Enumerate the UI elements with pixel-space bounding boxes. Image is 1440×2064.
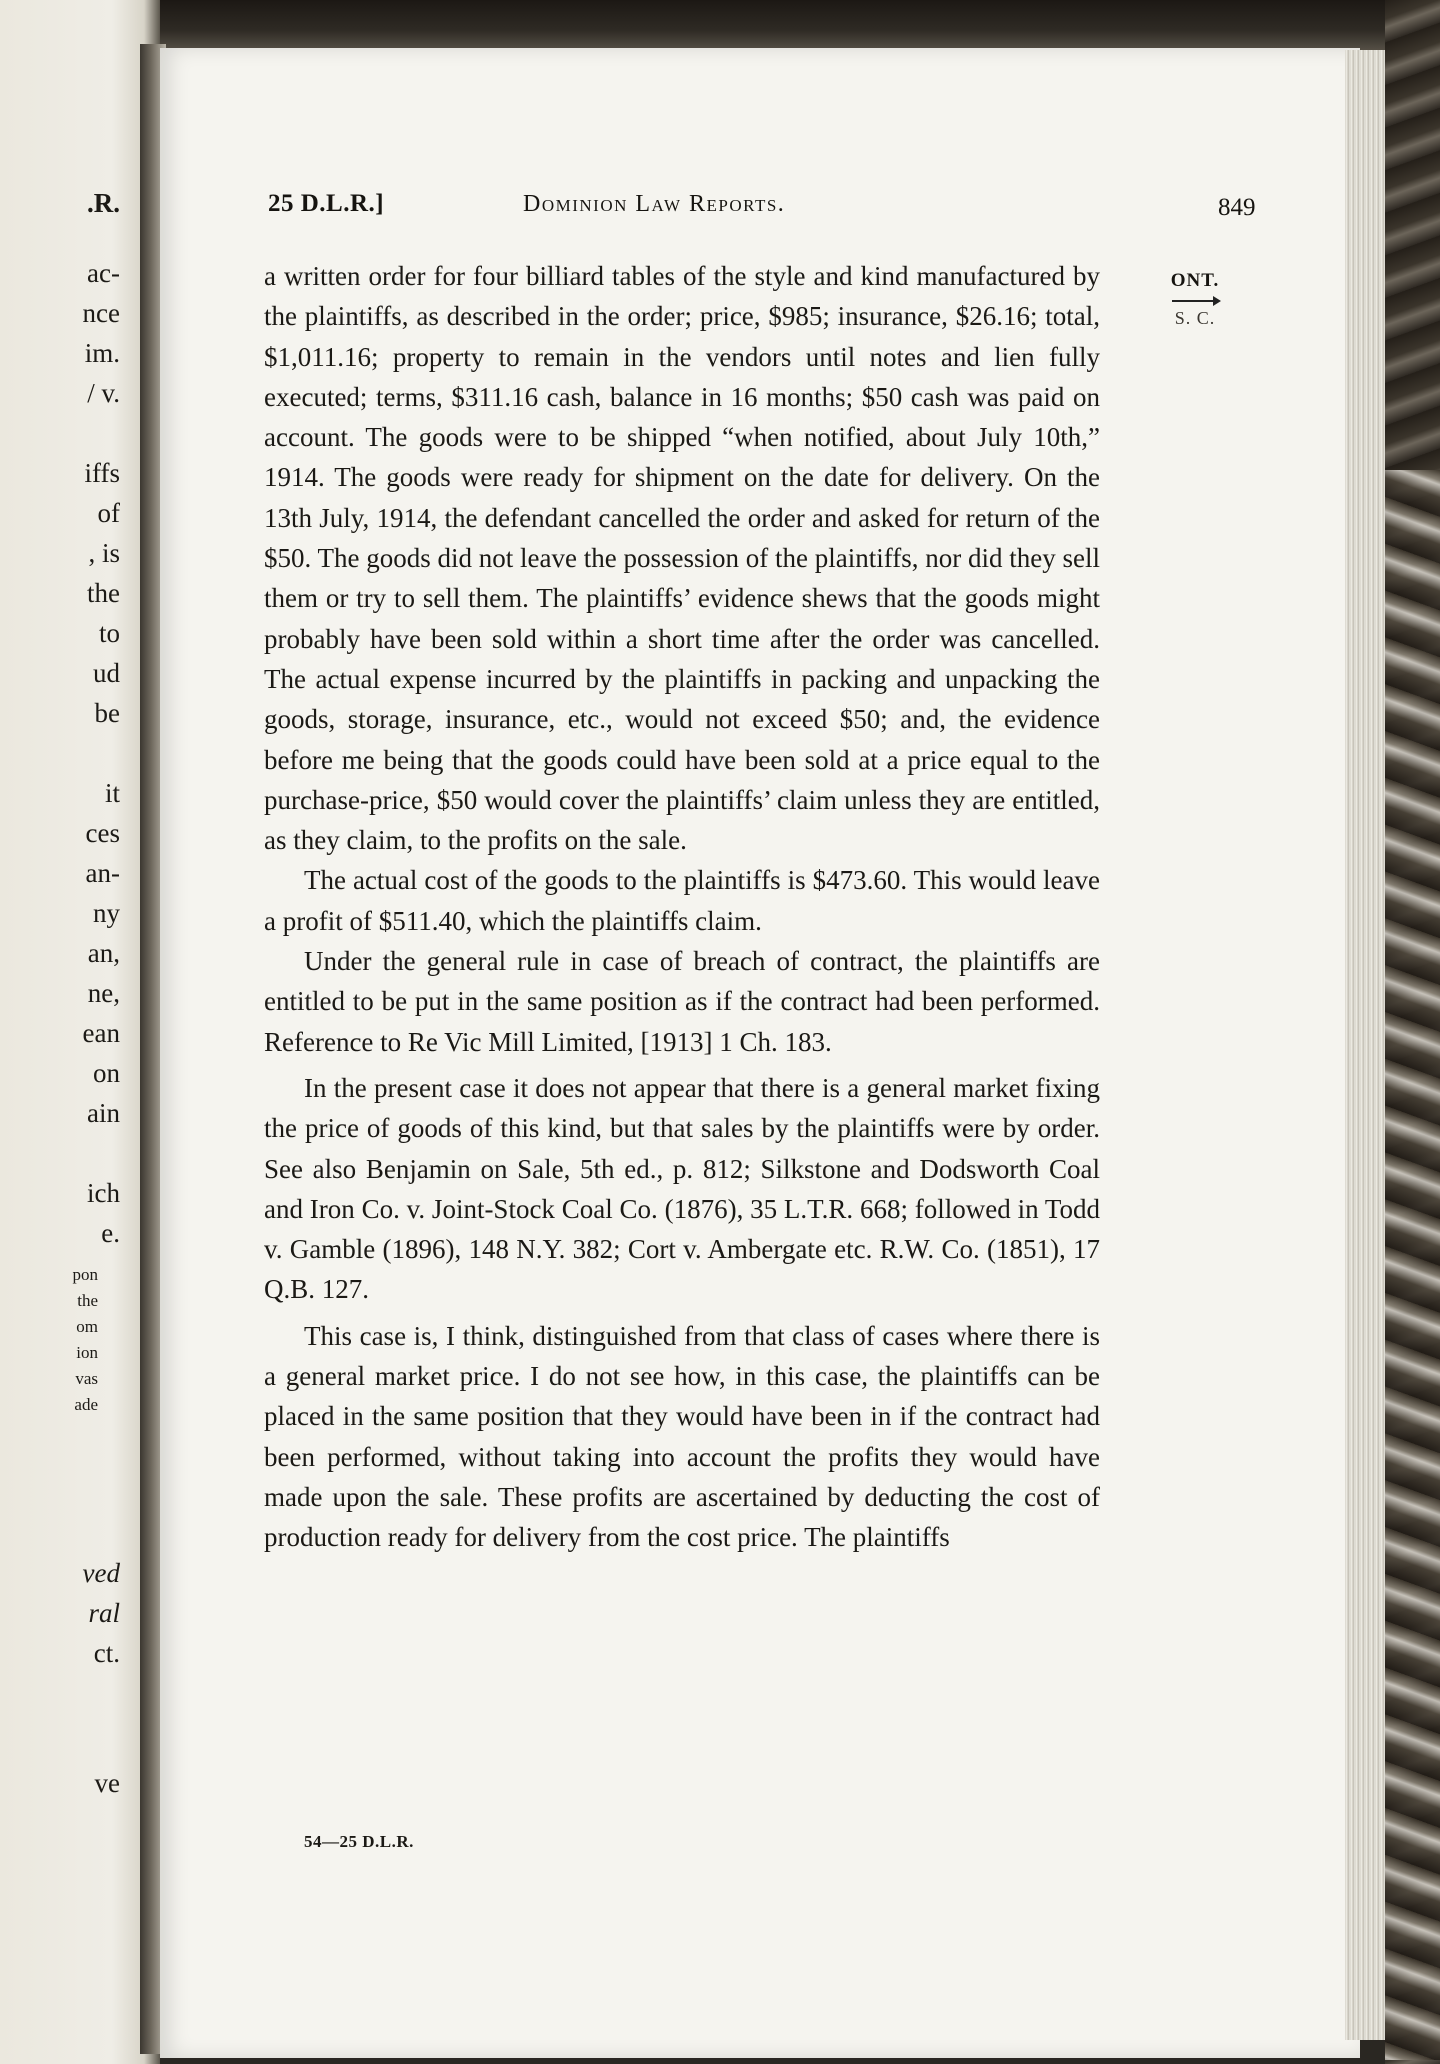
arrow-rule-icon: [1172, 300, 1218, 302]
prev-fragment: ud: [93, 658, 120, 688]
prev-fragment: ne,: [87, 978, 120, 1008]
prev-fragment: , is: [88, 538, 120, 568]
paragraph: In the present case it does not appear that there is a general market fixing the price of goods of this kind, but that sales by the plaintiffs were by order. See also Benjamin on Sale, 5th ed., p. 812; Silkstone and Dodsworth Coal and Iron Co. v. Joint-Stock Coal Co. (1876), 35 L.T.R. 668; followed in Todd v. Gamble (1896), 148 N.Y. 382; Cort v. Ambergate etc. R.W. Co. (1851), 17 Q.B. 127.: [264, 1072, 1100, 1305]
paragraph: Under the general rule in case of breach of contract, the plaintiffs are entitled to be put in the same position as if the contract had been performed. Reference to Re Vic Mill Limited, [1913] 1 Ch. 183.: [264, 946, 1100, 1057]
prev-fragment: ral: [88, 1598, 120, 1628]
prev-fragment: pon: [72, 1265, 98, 1284]
previous-page-text: [0, 0, 140, 2064]
prev-fragment: vas: [75, 1369, 98, 1388]
prev-fragment: ct.: [93, 1638, 120, 1668]
page-body: [264, 256, 1100, 1558]
prev-fragment: of: [97, 498, 120, 528]
prev-fragment: ces: [85, 818, 120, 848]
prev-fragment: ean: [82, 1018, 120, 1048]
prev-fragment: the: [87, 578, 120, 608]
prev-fragment: ich: [87, 1178, 120, 1208]
prev-fragment: an-: [85, 858, 120, 888]
prev-fragment: be: [94, 698, 120, 728]
side-margin-note: [1160, 270, 1230, 329]
prev-fragment: ac-: [87, 258, 120, 288]
prev-fragment: / v.: [87, 378, 120, 408]
running-title: Dominion Law Reports.: [523, 191, 786, 217]
prev-fragment: an,: [87, 938, 120, 968]
paragraph: The actual cost of the goods to the plaintiffs is $473.60. This would leave a profit of $511.40, which the plaintiffs claim.: [264, 865, 1100, 936]
prev-fragment: ny: [93, 898, 120, 928]
signature-mark: 54—25 D.L.R.: [304, 1832, 414, 1851]
prev-fragment: nce: [82, 298, 120, 328]
prev-fragment: ve: [94, 1768, 120, 1798]
running-header: [268, 190, 1268, 230]
marbled-cover: [1385, 470, 1440, 2060]
court-label: S. C.: [1174, 308, 1216, 328]
prev-fragment: to: [98, 618, 120, 648]
page-edges: [1345, 50, 1387, 2040]
prev-fragment: ved: [82, 1558, 120, 1588]
prev-fragment: the: [77, 1291, 98, 1310]
prev-fragment: .R.: [87, 188, 120, 218]
prev-fragment: ain: [87, 1098, 120, 1128]
prev-fragment: om: [76, 1317, 98, 1336]
prev-fragment: e.: [101, 1218, 120, 1248]
prev-fragment: it: [104, 778, 120, 808]
prev-fragment: im.: [84, 338, 120, 368]
volume-reference: 25 D.L.R.]: [268, 190, 385, 217]
prev-fragment: ion: [76, 1343, 98, 1362]
page-number: 849: [1218, 194, 1256, 221]
jurisdiction-label: ONT.: [1170, 270, 1220, 291]
background-top: [140, 0, 1385, 50]
prev-fragment: ade: [74, 1395, 98, 1414]
paragraph: This case is, I think, distinguished from that class of cases where there is a general market price. I do not see how, in this case, the plaintiffs can be placed in the same position that they would have been in if the contract had been performed, without taking into account the profits they would have made upon the sale. These profits are ascertained by deducting the cost of production ready for delivery from the cost price. The plaintiffs: [264, 1320, 1100, 1553]
prev-fragment: iffs: [84, 458, 120, 488]
paragraph: a written order for four billiard tables of the style and kind manufactured by the plaintiffs, as described in the order; price, $985; insurance, $26.16; total, $1,011.16; property to remain in the vendors until notes and lien fully executed; terms, $311.16 cash, balance in 16 months; $50 cash was paid on account. The goods were to be shipped “when notified, about July 10th,” 1914. The goods were ready for shipment on the date for delivery. On the 13th July, 1914, the defendant cancelled the order and asked for return of the $50. The goods did not leave the possession of the plaintiffs, nor did they sell them or try to sell them. The plaintiffs’ evidence shews that the goods might probably have been sold within a short time after the order was cancelled. The actual expense incurred by the plaintiffs in packing and unpacking the goods, storage, insurance, etc., would not exceed $50; and, the evidence before me being that the goods could have been sold at a price equal to the purchase-price, $50 would cover the plaintiffs’ claim unless they are entitled, as they claim, to the profits on the sale.: [264, 261, 1100, 856]
prev-fragment: on: [93, 1058, 120, 1088]
